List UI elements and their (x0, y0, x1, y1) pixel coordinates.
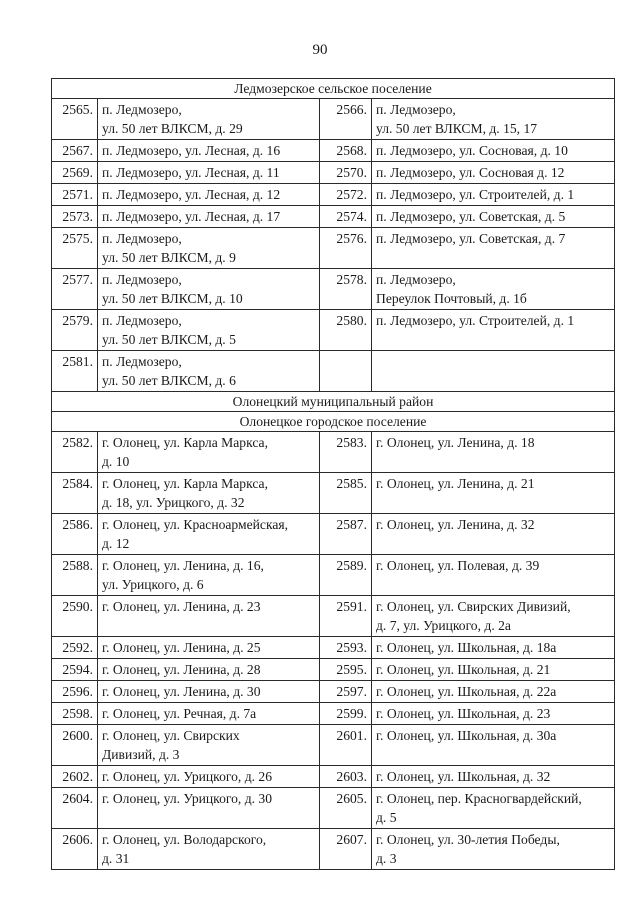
entry-number: 2593. (320, 637, 372, 659)
section-title: Ледмозерское сельское поселение (52, 79, 615, 99)
entry-address: г. Олонец, ул. Карла Маркса, д. 18, ул. Урицкого, д. 32 (98, 473, 320, 514)
entry-number: 2585. (320, 473, 372, 514)
entry-address: п. Ледмозеро, ул. 50 лет ВЛКСМ, д. 10 (98, 269, 320, 310)
entry-address: п. Ледмозеро, ул. Лесная, д. 16 (98, 140, 320, 162)
table-row (52, 637, 615, 659)
entry-number: 2566. (320, 99, 372, 140)
table-row (52, 829, 615, 870)
entry-number: 2574. (320, 206, 372, 228)
entry-address: г. Олонец, ул. Красноармейская, д. 12 (98, 514, 320, 555)
entry-number: 2588. (52, 555, 98, 596)
entry-address: г. Олонец, ул. Школьная, д. 18а (372, 637, 615, 659)
entry-number: 2575. (52, 228, 98, 269)
section-title: Олонецкое городское поселение (52, 412, 615, 432)
table-row (52, 703, 615, 725)
entry-number: 2598. (52, 703, 98, 725)
entry-number: 2570. (320, 162, 372, 184)
table-row (52, 514, 615, 555)
table-row (52, 184, 615, 206)
entry-address: г. Олонец, ул. Свирских Дивизий, д. 7, ул. Урицкого, д. 2а (372, 596, 615, 637)
entry-number: 2597. (320, 681, 372, 703)
entry-number: 2565. (52, 99, 98, 140)
entry-address: г. Олонец, ул. Ленина, д. 32 (372, 514, 615, 555)
entry-address: г. Олонец, ул. Ленина, д. 23 (98, 596, 320, 637)
table-row (52, 473, 615, 514)
table-row (52, 310, 615, 351)
entry-address: г. Олонец, ул. Ленина, д. 18 (372, 432, 615, 473)
entry-address: г. Олонец, ул. Урицкого, д. 26 (98, 766, 320, 788)
entry-address: г. Олонец, пер. Красногвардейский, д. 5 (372, 788, 615, 829)
section-header-row (52, 392, 615, 412)
entry-address: п. Ледмозеро, ул. Лесная, д. 11 (98, 162, 320, 184)
entry-address: п. Ледмозеро, ул. Строителей, д. 1 (372, 184, 615, 206)
entry-address: г. Олонец, ул. Ленина, д. 28 (98, 659, 320, 681)
table-row (52, 555, 615, 596)
entry-number: 2569. (52, 162, 98, 184)
entry-number: 2600. (52, 725, 98, 766)
entry-number: 2606. (52, 829, 98, 870)
entry-number: 2594. (52, 659, 98, 681)
section-header-row (52, 412, 615, 432)
entry-address: г. Олонец, ул. Ленина, д. 30 (98, 681, 320, 703)
section-title: Олонецкий муниципальный район (52, 392, 615, 412)
table-row (52, 162, 615, 184)
address-table (51, 78, 615, 870)
entry-address: г. Олонец, ул. Ленина, д. 25 (98, 637, 320, 659)
entry-address: г. Олонец, ул. Карла Маркса, д. 10 (98, 432, 320, 473)
table-row (52, 788, 615, 829)
entry-number: 2568. (320, 140, 372, 162)
table-row (52, 725, 615, 766)
entry-address: г. Олонец, ул. 30-летия Победы, д. 3 (372, 829, 615, 870)
entry-number: 2577. (52, 269, 98, 310)
entry-number: 2607. (320, 829, 372, 870)
table-row (52, 432, 615, 473)
entry-address: г. Олонец, ул. Ленина, д. 16, ул. Урицкого, д. 6 (98, 555, 320, 596)
entry-address (372, 351, 615, 392)
table-row (52, 766, 615, 788)
entry-address: п. Ледмозеро, ул. 50 лет ВЛКСМ, д. 29 (98, 99, 320, 140)
table-row (52, 681, 615, 703)
entry-number: 2602. (52, 766, 98, 788)
table-row (52, 351, 615, 392)
entry-number: 2583. (320, 432, 372, 473)
entry-number: 2573. (52, 206, 98, 228)
entry-address: г. Олонец, ул. Володарского, д. 31 (98, 829, 320, 870)
entry-number: 2576. (320, 228, 372, 269)
entry-number: 2582. (52, 432, 98, 473)
entry-address: п. Ледмозеро, ул. 50 лет ВЛКСМ, д. 15, 17 (372, 99, 615, 140)
page-number: 90 (312, 42, 328, 58)
entry-number: 2596. (52, 681, 98, 703)
section-header-row (52, 79, 615, 99)
entry-address: г. Олонец, ул. Школьная, д. 21 (372, 659, 615, 681)
table-row (52, 99, 615, 140)
entry-number: 2601. (320, 725, 372, 766)
entry-number: 2584. (52, 473, 98, 514)
entry-address: п. Ледмозеро, ул. Лесная, д. 17 (98, 206, 320, 228)
entry-address: п. Ледмозеро, ул. 50 лет ВЛКСМ, д. 6 (98, 351, 320, 392)
entry-number: 2603. (320, 766, 372, 788)
entry-number: 2578. (320, 269, 372, 310)
table-row (52, 140, 615, 162)
table-row (52, 596, 615, 637)
entry-number: 2589. (320, 555, 372, 596)
entry-address: г. Олонец, ул. Школьная, д. 30а (372, 725, 615, 766)
entry-number: 2599. (320, 703, 372, 725)
entry-number: 2580. (320, 310, 372, 351)
entry-number: 2587. (320, 514, 372, 555)
entry-number: 2605. (320, 788, 372, 829)
entry-number: 2572. (320, 184, 372, 206)
entry-number: 2579. (52, 310, 98, 351)
entry-address: г. Олонец, ул. Свирских Дивизий, д. 3 (98, 725, 320, 766)
entry-address: п. Ледмозеро, ул. Строителей, д. 1 (372, 310, 615, 351)
address-table-body (52, 79, 615, 870)
entry-address: г. Олонец, ул. Речная, д. 7а (98, 703, 320, 725)
entry-address: г. Олонец, ул. Полевая, д. 39 (372, 555, 615, 596)
entry-number: 2592. (52, 637, 98, 659)
entry-address: г. Олонец, ул. Школьная, д. 23 (372, 703, 615, 725)
entry-address: п. Ледмозеро, ул. Советская, д. 5 (372, 206, 615, 228)
entry-address: г. Олонец, ул. Школьная, д. 32 (372, 766, 615, 788)
entry-address: п. Ледмозеро, ул. Лесная, д. 12 (98, 184, 320, 206)
table-row (52, 659, 615, 681)
entry-number: 2581. (52, 351, 98, 392)
entry-address: г. Олонец, ул. Ленина, д. 21 (372, 473, 615, 514)
entry-number: 2567. (52, 140, 98, 162)
entry-address: п. Ледмозеро, ул. Сосновая д. 12 (372, 162, 615, 184)
entry-address: п. Ледмозеро, ул. 50 лет ВЛКСМ, д. 5 (98, 310, 320, 351)
entry-address: п. Ледмозеро, Переулок Почтовый, д. 1б (372, 269, 615, 310)
entry-number: 2604. (52, 788, 98, 829)
entry-number: 2586. (52, 514, 98, 555)
entry-number: 2591. (320, 596, 372, 637)
entry-address: п. Ледмозеро, ул. Советская, д. 7 (372, 228, 615, 269)
entry-number: 2595. (320, 659, 372, 681)
entry-address: г. Олонец, ул. Урицкого, д. 30 (98, 788, 320, 829)
table-row (52, 228, 615, 269)
entry-number: 2571. (52, 184, 98, 206)
entry-number (320, 351, 372, 392)
entry-address: г. Олонец, ул. Школьная, д. 22а (372, 681, 615, 703)
entry-address: п. Ледмозеро, ул. Сосновая, д. 10 (372, 140, 615, 162)
entry-address: п. Ледмозеро, ул. 50 лет ВЛКСМ, д. 9 (98, 228, 320, 269)
entry-number: 2590. (52, 596, 98, 637)
table-row (52, 269, 615, 310)
table-row (52, 206, 615, 228)
